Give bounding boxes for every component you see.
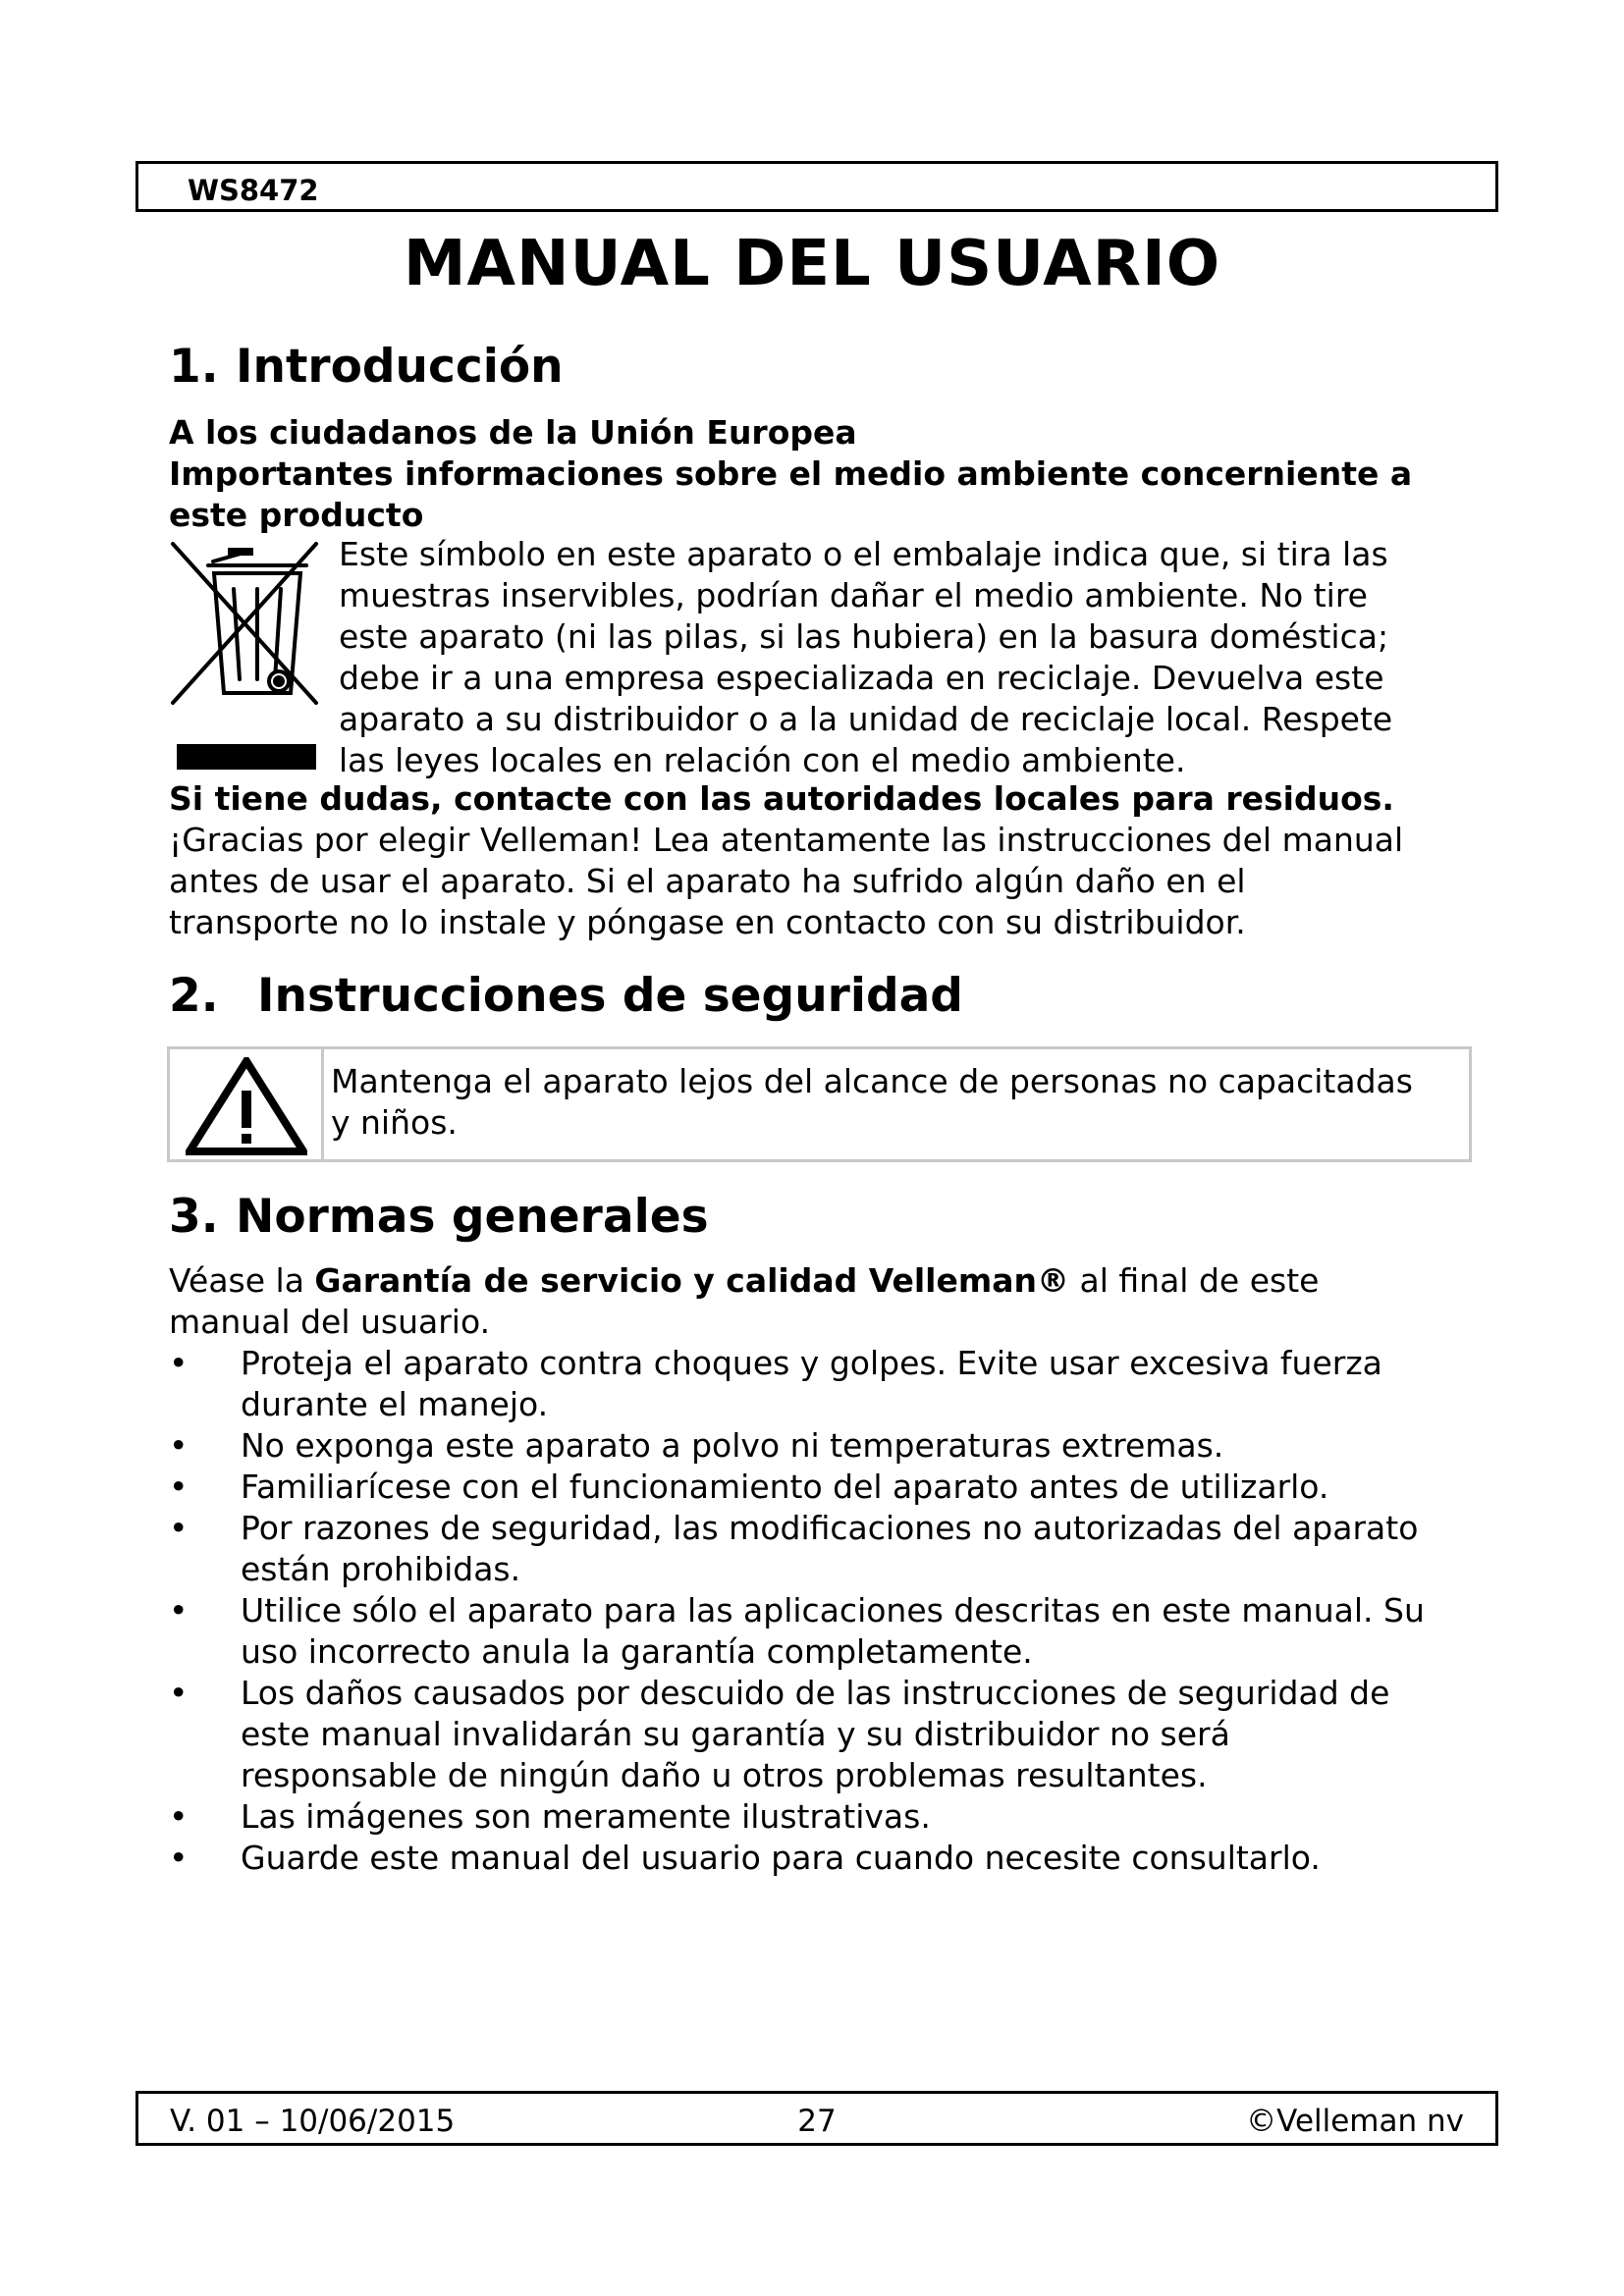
eu-citizens-heading: A los ciudadanos de la Unión Europea xyxy=(169,413,857,452)
list-item xyxy=(169,1673,1425,1796)
safety-warning-box xyxy=(167,1046,1472,1162)
section-2-heading xyxy=(169,969,963,1023)
list-item xyxy=(169,1467,1425,1508)
bullet: • xyxy=(169,1426,189,1465)
bullet: • xyxy=(169,1344,189,1382)
warranty-reference-line-2: manual del usuario. xyxy=(169,1303,491,1341)
section-3-number: 3. xyxy=(169,1190,219,1244)
page-footer xyxy=(135,2091,1498,2146)
thanks-line: ¡Gracias por elegir Velleman! Lea atentamente las instrucciones del manual xyxy=(169,821,1404,859)
safety-divider xyxy=(321,1049,324,1159)
weee-notice xyxy=(339,534,1392,781)
warning-triangle-icon xyxy=(186,1057,307,1155)
list-item-text: No exponga este aparato a polvo ni temperaturas extremas. xyxy=(241,1426,1224,1465)
list-item xyxy=(169,1343,1425,1425)
section-1-heading xyxy=(169,340,564,394)
section-3-heading xyxy=(169,1190,709,1244)
list-item-text: Los daños causados por descuido de las instrucciones de seguridad de este manual invalidarán su garantía y su distribuidor no será responsable de ningún daño u otros problemas resultantes. xyxy=(241,1674,1390,1794)
list-item-text: Por razones de seguridad, las modificaciones no autorizadas del aparato están prohibidas. xyxy=(241,1509,1419,1588)
warranty-prefix: Véase la xyxy=(169,1261,315,1300)
bullet: • xyxy=(169,1509,189,1547)
warranty-reference xyxy=(169,1260,1319,1302)
list-item-text: Las imágenes son meramente ilustrativas. xyxy=(241,1797,931,1836)
weee-notice-line: aparato a su distribuidor o a la unidad de reciclaje local. Respete xyxy=(339,700,1393,738)
weee-bar xyxy=(177,744,316,770)
section-2-title: Instrucciones de seguridad xyxy=(257,969,963,1023)
section-1-number: 1. xyxy=(169,340,219,394)
list-item xyxy=(169,1838,1425,1879)
bullet: • xyxy=(169,1591,189,1629)
warranty-suffix: al final de este xyxy=(1069,1261,1320,1300)
general-rules-list xyxy=(169,1343,1425,1879)
safety-warning-line: Mantenga el aparato lejos del alcance de personas no capacitadas xyxy=(331,1062,1413,1100)
list-item xyxy=(169,1425,1425,1467)
document-title: MANUAL DEL USUARIO xyxy=(403,228,1221,300)
page-header xyxy=(135,161,1498,212)
safety-warning-text xyxy=(331,1061,1413,1144)
bullet: • xyxy=(169,1839,189,1877)
list-item-text: Familiarícese con el funcionamiento del aparato antes de utilizarlo. xyxy=(241,1468,1329,1506)
section-3-title: Normas generales xyxy=(236,1190,709,1244)
thanks-line: transporte no lo instale y póngase en contacto con su distribuidor. xyxy=(169,903,1246,941)
bullet: • xyxy=(169,1797,189,1836)
weee-notice-line: muestras inservibles, podrían dañar el medio ambiente. No tire xyxy=(339,576,1368,614)
version-date: V. 01 – 10/06/2015 xyxy=(170,2104,456,2139)
list-item-text: Guarde este manual del usuario para cuando necesite consultarlo. xyxy=(241,1839,1321,1877)
environment-heading-line-2: este producto xyxy=(169,496,424,534)
local-authorities-note: Si tiene dudas, contacte con las autoridades locales para residuos. xyxy=(169,779,1394,818)
list-item xyxy=(169,1590,1425,1673)
weee-crossed-bin-icon xyxy=(169,538,326,774)
page-number: 27 xyxy=(797,2104,837,2139)
list-item xyxy=(169,1796,1425,1838)
section-2-number: 2. xyxy=(169,969,219,1023)
model-number: WS8472 xyxy=(188,174,319,207)
weee-notice-line: debe ir a una empresa especializada en reciclaje. Devuelva este xyxy=(339,659,1384,697)
environment-heading-line-1: Importantes informaciones sobre el medio ambiente concerniente a xyxy=(169,454,1413,493)
weee-notice-line: las leyes locales en relación con el medio ambiente. xyxy=(339,741,1186,779)
list-item xyxy=(169,1508,1425,1590)
copyright: ©Velleman nv xyxy=(1246,2104,1464,2139)
bullet: • xyxy=(169,1674,189,1712)
weee-notice-line: este aparato (ni las pilas, si las hubiera) en la basura doméstica; xyxy=(339,617,1389,656)
warranty-title: Garantía de servicio y calidad Velleman® xyxy=(314,1261,1070,1300)
list-item-text: Proteja el aparato contra choques y golpes. Evite usar excesiva fuerza durante el manejo. xyxy=(241,1344,1382,1423)
weee-notice-line: Este símbolo en este aparato o el embalaje indica que, si tira las xyxy=(339,535,1388,573)
thanks-line: antes de usar el aparato. Si el aparato ha sufrido algún daño en el xyxy=(169,862,1246,900)
safety-warning-line: y niños. xyxy=(331,1103,458,1142)
section-1-title: Introducción xyxy=(236,340,564,394)
bullet: • xyxy=(169,1468,189,1506)
list-item-text: Utilice sólo el aparato para las aplicaciones descritas en este manual. Su uso incorrecto anula la garantía completamente. xyxy=(241,1591,1425,1671)
